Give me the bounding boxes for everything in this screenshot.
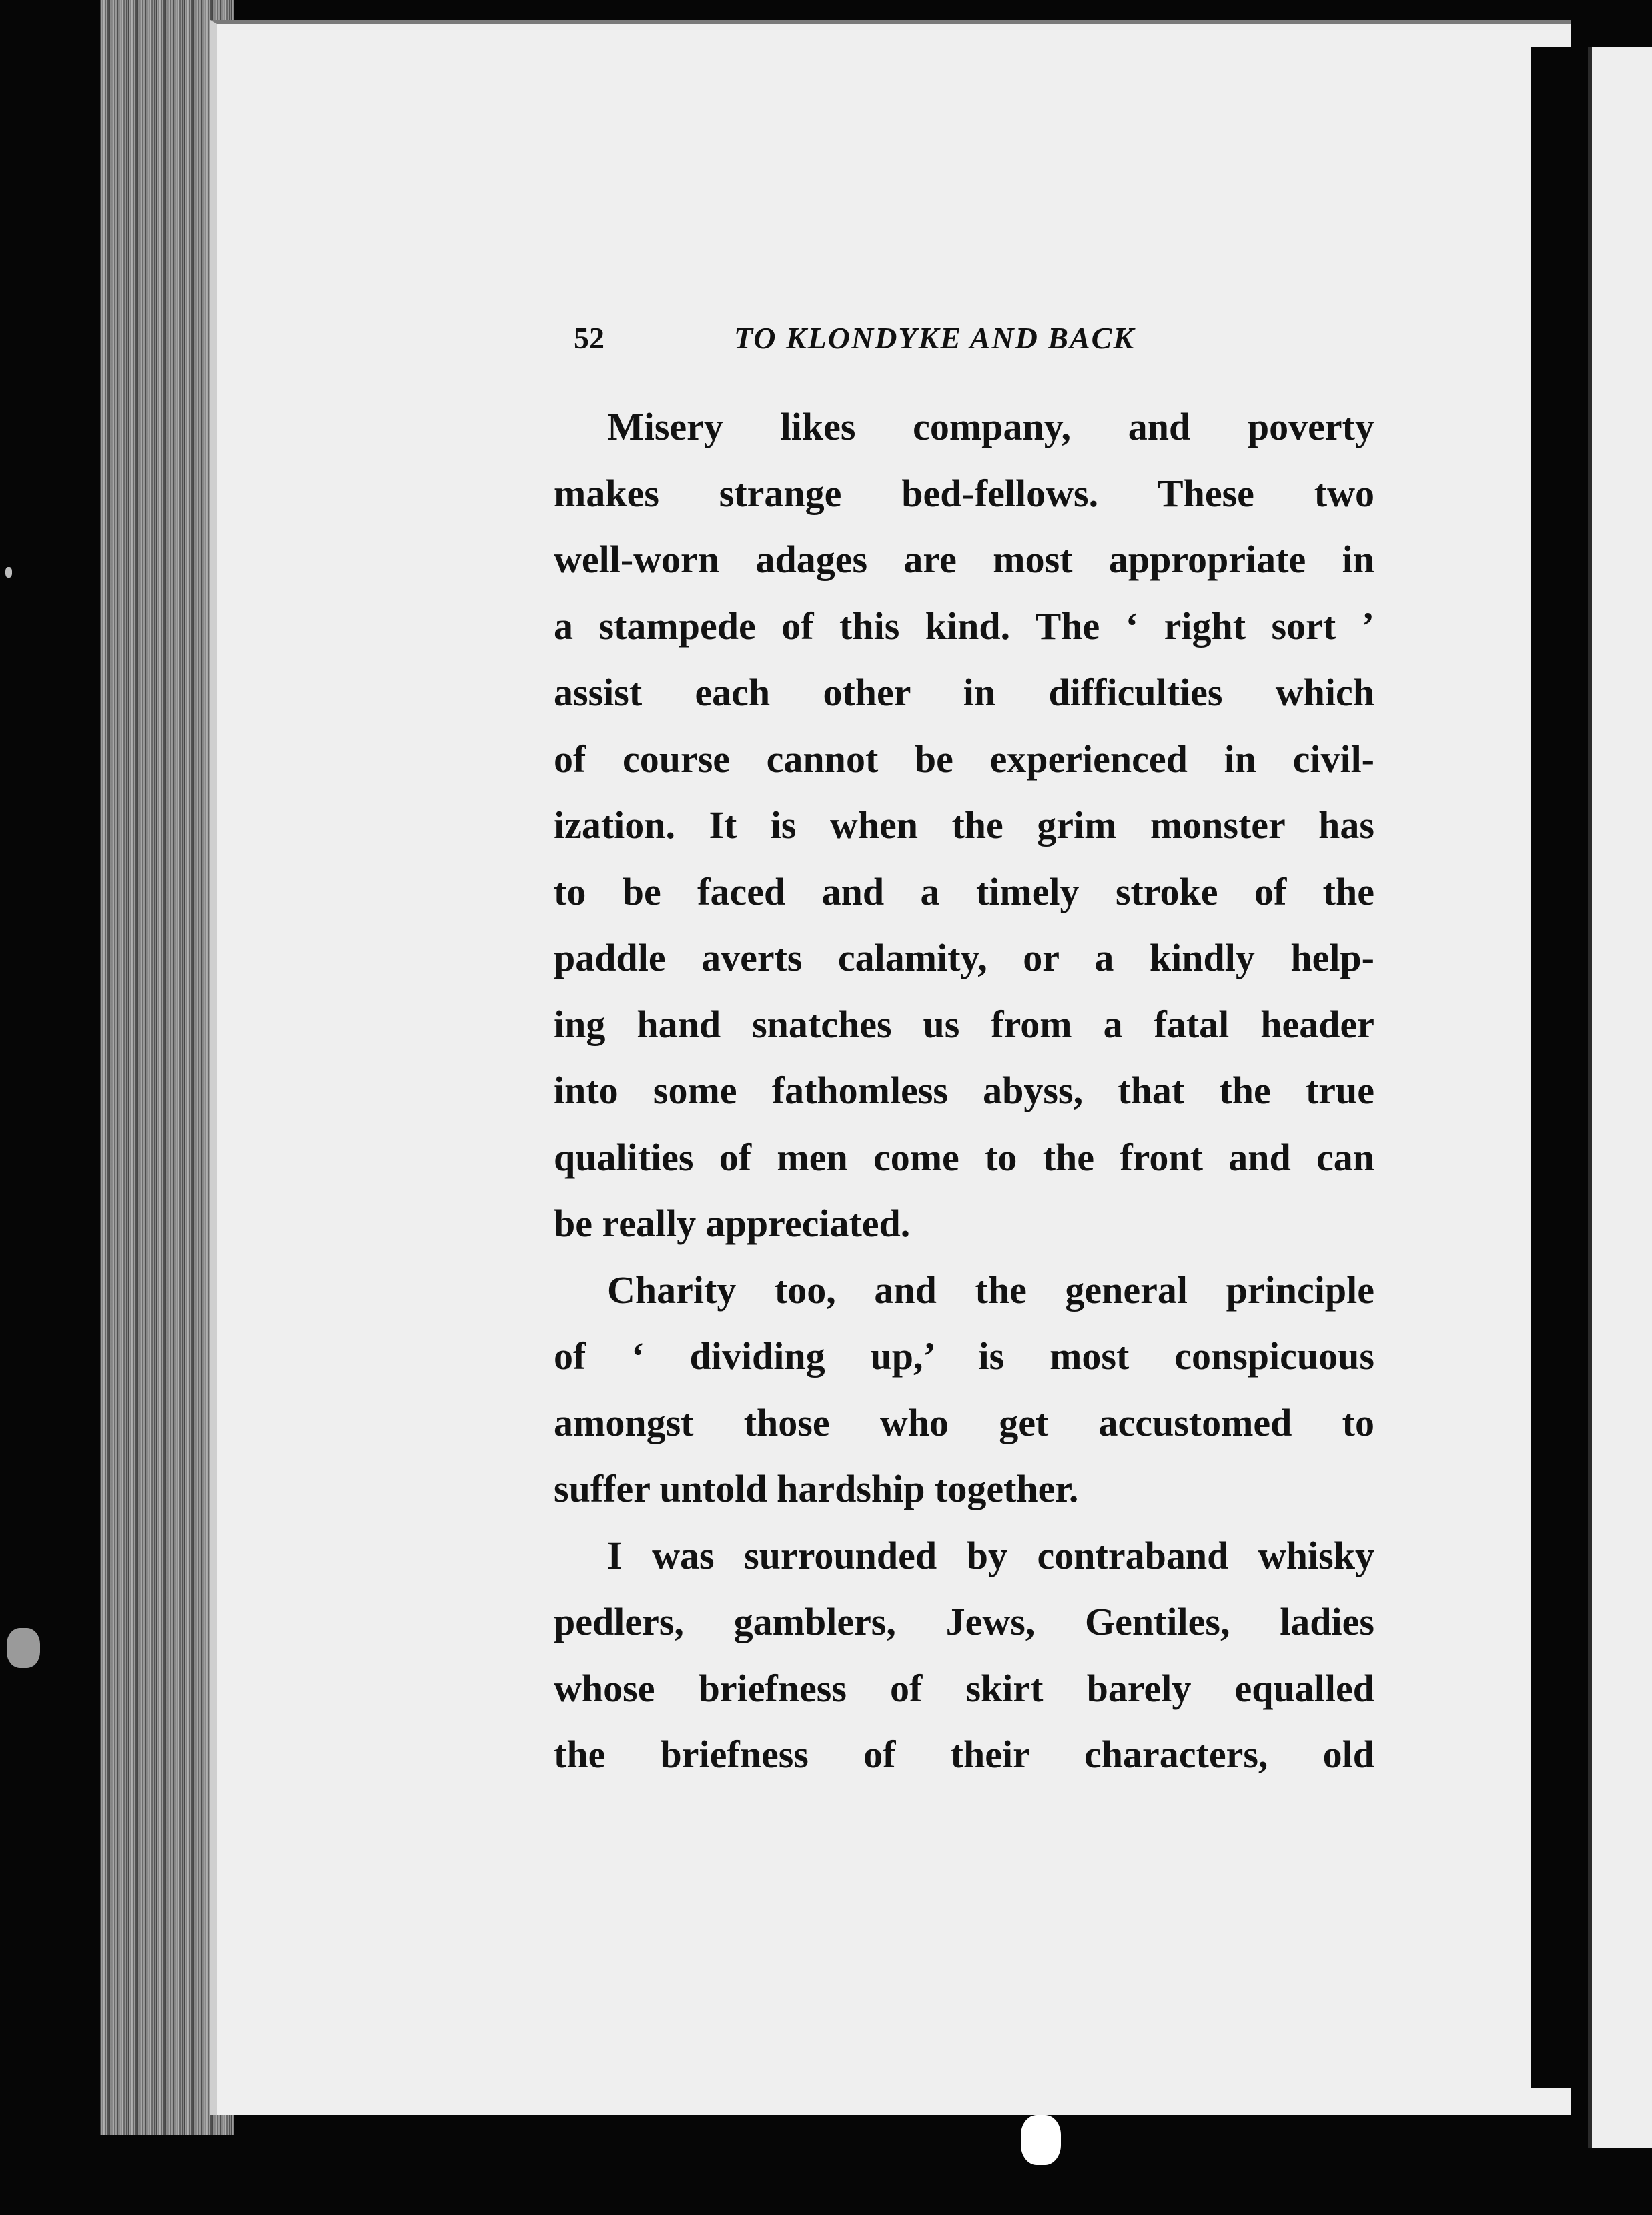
text-line: a stampede of this kind. The ‘ right sort ’ <box>554 604 1374 648</box>
text-line: well-worn adages are most appropriate in <box>554 538 1374 581</box>
text-line: I was surrounded by contraband whisky <box>607 1533 1374 1577</box>
text-line: amongst those who get accustomed to <box>554 1400 1374 1444</box>
text-line: pedlers, gamblers, Jews, Gentiles, ladies <box>554 1600 1374 1643</box>
dust-speck <box>1021 2115 1061 2165</box>
text-line: be really appreciated. <box>554 1202 911 1245</box>
page-number: 52 <box>574 321 604 355</box>
text-line: makes strange bed-fellows. These two <box>554 471 1374 515</box>
text-line: whose briefness of skirt barely equalled <box>554 1666 1374 1710</box>
running-head <box>574 320 1374 360</box>
text-line: the briefness of their characters, old <box>554 1733 1374 1776</box>
text-line: paddle averts calamity, or a kindly help- <box>554 936 1374 979</box>
dust-speck <box>7 1628 40 1668</box>
dust-speck <box>5 567 12 578</box>
text-line: ization. It is when the grim monster has <box>554 803 1374 847</box>
body-text <box>554 394 1374 1788</box>
text-line: of ‘ dividing up,’ is most conspicuous <box>554 1334 1374 1378</box>
text-line: suffer untold hardship together. <box>554 1467 1079 1510</box>
text-line: Charity too, and the general principle <box>607 1268 1374 1312</box>
running-title: TO KLONDYKE AND BACK <box>734 321 1136 355</box>
text-line: of course cannot be experienced in civil- <box>554 737 1374 781</box>
text-line: qualities of men come to the front and can <box>554 1135 1374 1179</box>
text-line: ing hand snatches us from a fatal header <box>554 1002 1374 1046</box>
text-line: into some fathomless abyss, that the true <box>554 1069 1374 1112</box>
text-line: to be faced and a timely stroke of the <box>554 869 1374 913</box>
paragraph <box>554 1257 1374 1522</box>
gutter-shadow <box>1531 47 1571 2088</box>
paragraph <box>554 1522 1374 1788</box>
text-line: assist each other in difficulties which <box>554 671 1374 714</box>
text-line: Misery likes company, and poverty <box>607 405 1374 448</box>
paragraph <box>554 394 1374 1257</box>
adjacent-page-edge <box>1588 47 1652 2148</box>
